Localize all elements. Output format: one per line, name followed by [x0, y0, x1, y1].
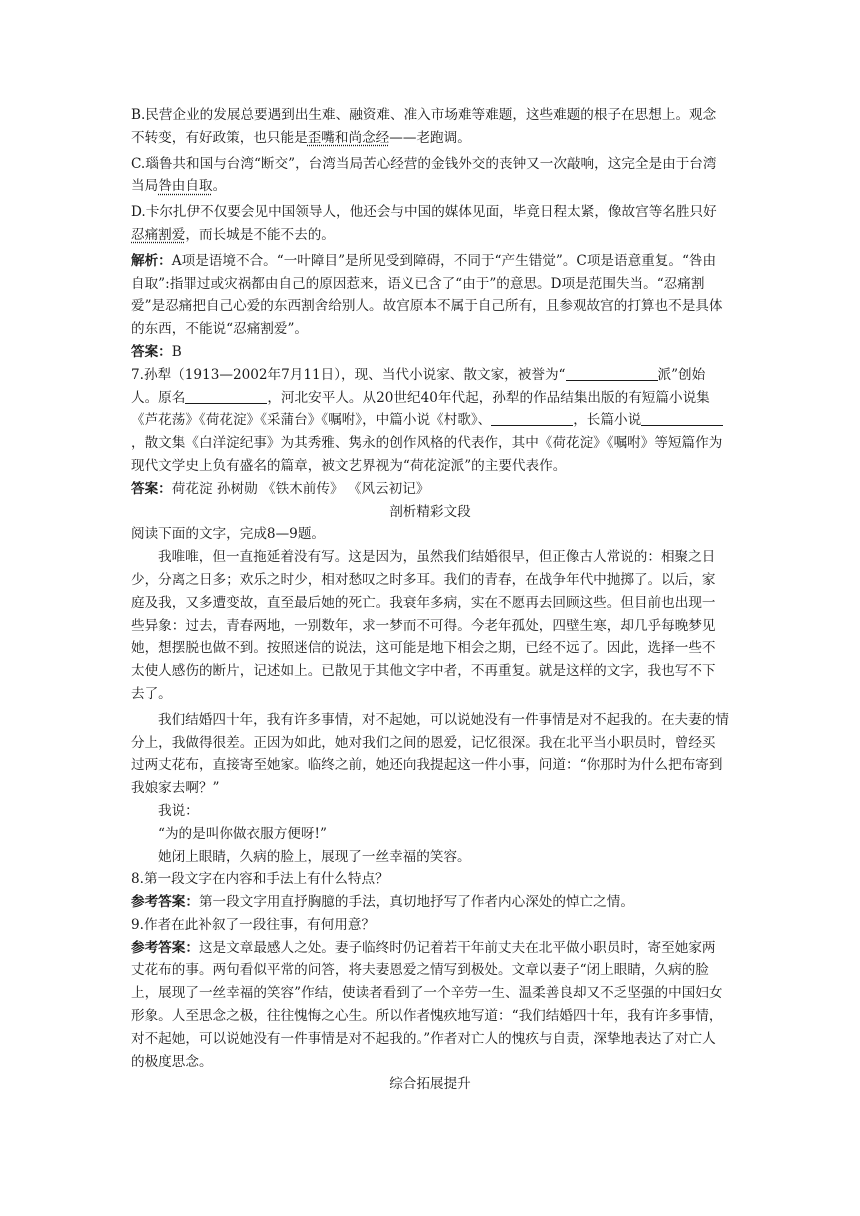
dotted-phrase: 咎由自取 [158, 178, 213, 195]
option-c: C.瑙鲁共和国与台湾“断交”，台湾当局苦心经营的金钱外交的丧钟又一次敲响，这完全是由于台湾当局咎由自取。 [131, 155, 717, 195]
answer-7: 答案：荷花淀 孙树勋 《铁木前传》 《风云初记》 [131, 480, 430, 497]
answer-label: 答案： [131, 343, 172, 360]
answer-label: 答案： [131, 480, 172, 497]
answer-label: 参考答案： [131, 939, 199, 956]
question-7: 7.孙犁（1913—2002年7月11日），现、当代小说家、散文家，被誉为“ 派”创始人。原名 ，河北安平人。从20世纪40年代起，孙犁的作品结集出版的有短篇小说集《芦花荡》《荷花淀》《采蒲台》《嘱咐》，中篇小说《村歌》、 ，长篇小说，散文集《白洋淀纪事》为其秀雅、隽永的创作风格的代表作，其中《荷花淀》《嘱咐》等短篇作为现代文学史上负有盛名的篇章，被文艺界视为“荷花淀派”的主要代表作。 [131, 366, 723, 474]
fill-blank [641, 411, 723, 426]
section-heading: 剖析精彩文段 [389, 503, 471, 520]
answer-9: 参考答案：这是文章最感人之处。妻子临终时仍记着若干年前丈夫在北平做小职员时，寄至她家两丈花布的事。两句看似平常的问答，将夫妻恩爱之情写到极处。文章以妻子“闭上眼睛，久病的脸上，展现了一丝幸福的笑容”作结，使读者看到了一个辛劳一生、温柔善良却又不乏坚强的中国妇女形象。人至思念之极，往往愧悔之心生。所以作者愧疚地写道：“我们结婚四十年，我有许多事情，对不起她，可以说她没有一件事情是对不起我的。”作者对亡人的愧疚与自责，深挚地表达了对亡人的极度思念。 [131, 939, 723, 1070]
option-d: D.卡尔扎伊不仅要会见中国领导人，他还会与中国的媒体见面，毕竟日程太紧，像故宫等名胜只好忍痛割爱，而长城是不能不去的。 [131, 204, 717, 243]
section-heading: 综合拓展提升 [389, 1076, 471, 1093]
option-b: B.民营企业的发展总要遇到出生难、融资难、准入市场难等难题，这些难题的根子在思想上。观念不转变，有好政策，也只能是歪嘴和尚念经——老跑调。 [131, 107, 717, 146]
question-8: 8.第一段文字在内容和手法上有什么特点？ [131, 871, 389, 888]
passage-paragraph: 我说： [158, 802, 199, 819]
question-9: 9.作者在此补叙了一段往事，有何用意？ [131, 916, 376, 933]
reading-instruction: 阅读下面的文字，完成8—9题。 [131, 526, 326, 543]
dotted-phrase: 歪嘴和尚念经 [307, 129, 390, 146]
fill-blank [491, 411, 573, 426]
passage-paragraph: 我们结婚四十年，我有许多事情，对不起她，可以说她没有一件事情是对不起我的。在夫妻的情分上，我做得很差。正因为如此，她对我们之间的恩爱，记忆很深。我在北平当小职员时，曾经买过两丈花布，直接寄至她家。临终之前，她还向我提起这一件小事，问道：“你那时为什么把布寄到我娘家去啊？” [131, 711, 729, 797]
answer-label: 参考答案： [131, 894, 199, 911]
fill-blank [185, 389, 267, 404]
analysis-label: 解析： [131, 252, 172, 269]
passage-paragraph: 我唯唯，但一直拖延着没有写。这是因为，虽然我们结婚很早，但正像古人常说的：相聚之日少，分离之日多；欢乐之时少，相对愁叹之时多耳。我们的青春，在战争年代中抛掷了。以后，家庭及我，又多遭变故，直至最后她的死亡。我衰年多病，实在不愿再去回顾这些。但目前也出现一些异象：过去，青春两地，一别数年，求一梦而不可得。今老年孤处，四壁生寒，却几乎每晚梦见她，想摆脱也做不到。按照迷信的说法，这可能是地下相会之期，已经不远了。因此，选择一些不太使人感伤的断片，记述如上。已散见于其他文字中者，不再重复。就是这样的文字，我也写不下去了。 [131, 549, 716, 702]
analysis-paragraph: 解析：A项是语境不合。“一叶障目”是所见受到障碍，不同于“产生错觉”。C项是语意重复。“咎由自取”:指罪过或灾祸都由自己的原因惹来，语义已含了“由于”的意思。D项是范围失当。“忍痛割爱”是忍痛把自己心爱的东西割舍给别人。故宫原本不属于自己所有，且参观故宫的打算也不是具体的东西，不能说“忍痛割爱”。 [131, 252, 723, 338]
answer-8: 参考答案：第一段文字用直抒胸臆的手法，真切地抒写了作者内心深处的悼亡之情。 [131, 894, 634, 911]
passage-paragraph: “为的是叫你做衣服方便呀!” [158, 825, 327, 842]
passage-paragraph: 她闭上眼睛，久病的脸上，展现了一丝幸福的笑容。 [158, 848, 471, 865]
fill-blank [566, 366, 658, 381]
dotted-phrase: 忍痛割爱 [131, 226, 186, 243]
document-body [131, 104, 729, 1096]
answer-6: 答案：B [131, 343, 182, 360]
